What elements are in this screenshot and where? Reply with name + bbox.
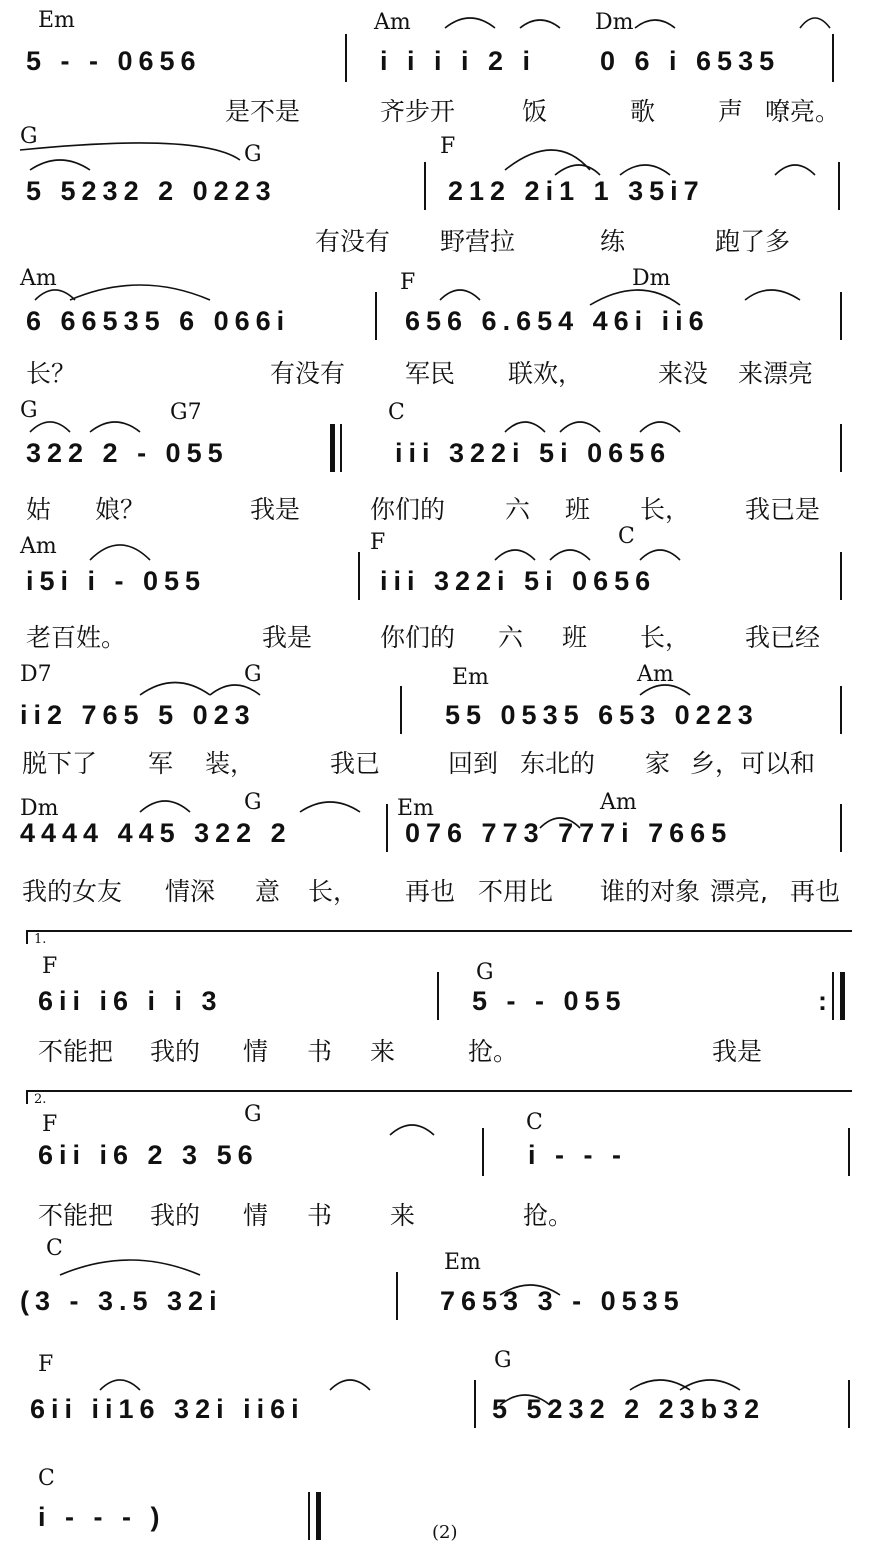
chord-g: G <box>244 790 262 815</box>
lyric: 有没有 <box>315 227 391 256</box>
notes-measure: 322 2 - 055 <box>26 438 229 468</box>
chord-f: F <box>42 1112 58 1137</box>
notes-measure: 6ii ii16 32i ii6i <box>30 1394 305 1424</box>
lyric: 不用比 <box>478 877 554 906</box>
chord-g: G <box>244 142 262 167</box>
notes-measure: 5 - - 0656 <box>26 46 202 76</box>
notes-measure: 5 - - 055 <box>472 986 627 1016</box>
chord-g7: G7 <box>170 400 202 425</box>
chord-dm: Dm <box>632 266 671 291</box>
lyric: 你们的 <box>380 623 456 652</box>
lyric: 跑了多 <box>715 227 791 256</box>
lyric: 装， <box>205 749 256 778</box>
lyric: 我已 <box>330 749 381 778</box>
chord-am: Am <box>637 662 674 687</box>
lyric: 声 <box>718 97 744 126</box>
lyric: 六 <box>498 623 524 652</box>
lyric: 我是 <box>262 623 313 652</box>
lyric: 老百姓。 <box>26 623 127 652</box>
chord-c: C <box>526 1110 543 1135</box>
chord-am: Am <box>20 534 57 559</box>
chord-c: C <box>388 400 405 425</box>
notes-measure: i i i i 2 i <box>380 46 537 76</box>
notes-measure: 5 5232 2 0223 <box>26 176 277 206</box>
lyric: 娘？ <box>95 495 146 524</box>
lyric: 齐步开 <box>380 97 456 126</box>
chord-am: Am <box>600 790 637 815</box>
chord-g: G <box>20 124 38 149</box>
notes-measure: (3 - 3.5 32i <box>20 1286 223 1316</box>
chord-f: F <box>42 954 58 979</box>
chord-em: Em <box>38 8 75 33</box>
lyric: 回到 <box>448 749 499 778</box>
lyric: 来 <box>390 1201 416 1230</box>
lyric: 有没有 <box>270 359 346 388</box>
chord-c: C <box>38 1466 55 1491</box>
chord-dm: Dm <box>20 796 59 821</box>
lyric: 谁的对象 <box>600 877 701 906</box>
lyric: 不能把 <box>38 1037 114 1066</box>
notes-measure: i - - - ) <box>38 1502 166 1532</box>
lyric: 来没 <box>658 359 709 388</box>
lyric: 抢。 <box>468 1037 519 1066</box>
lyric: 嘹亮。 <box>765 97 841 126</box>
notes-measure: 656 6.654 46i ii6 <box>405 306 710 336</box>
lyric: 军 <box>148 749 174 778</box>
notes-measure: 4444 445 322 2 <box>20 818 292 848</box>
lyric: 乡， <box>690 749 741 778</box>
notes-measure: 55 0535 653 0223 <box>445 700 759 730</box>
chord-f: F <box>400 270 416 295</box>
lyric: 饭 <box>522 97 548 126</box>
notes-measure: 212 2i1 1 35i7 <box>448 176 705 206</box>
lyric: 六 <box>505 495 531 524</box>
lyric: 抢。 <box>523 1201 574 1230</box>
lyric: 我已经 <box>745 623 821 652</box>
lyric: 你们的 <box>370 495 446 524</box>
lyric: 是不是 <box>225 97 301 126</box>
lyric: 长？ <box>26 359 77 388</box>
lyric: 意 <box>255 877 281 906</box>
lyric: 长， <box>308 877 359 906</box>
lyric: 我已是 <box>745 495 821 524</box>
notes-measure: iii 322i 5i 0656 <box>380 566 657 596</box>
lyric: 歌 <box>630 97 656 126</box>
chord-f: F <box>370 530 386 555</box>
notes-measure: 0 6 i 6535 <box>600 46 781 76</box>
lyric: 脱下了 <box>22 749 98 778</box>
chord-dm: Dm <box>595 10 634 35</box>
lyric: 班 <box>562 623 588 652</box>
notes-measure: 6ii i6 2 3 56 <box>38 1140 259 1170</box>
lyric: 来 <box>370 1037 396 1066</box>
lyric: 联欢， <box>508 359 584 388</box>
notes-measure: iii 322i 5i 0656 <box>395 438 672 468</box>
chord-f: F <box>38 1352 54 1377</box>
chord-g: G <box>244 1102 262 1127</box>
chord-em: Em <box>444 1250 481 1275</box>
notes-measure: 6ii i6 i i 3 <box>38 986 223 1016</box>
chord-em: Em <box>397 796 434 821</box>
chord-am: Am <box>20 266 57 291</box>
lyric: 书 <box>307 1201 333 1230</box>
lyric: 再也 <box>790 877 841 906</box>
notes-measure: 076 773 777i 7665 <box>405 818 733 848</box>
lyric: 情 <box>243 1037 269 1066</box>
volta-label: 2. <box>34 1092 47 1107</box>
lyric: 我的 <box>150 1201 201 1230</box>
chord-g: G <box>494 1348 512 1373</box>
notes-measure: i5i i - 055 <box>26 566 207 596</box>
lyric: 班 <box>565 495 591 524</box>
notes-measure: 6 66535 6 066i <box>26 306 291 336</box>
lyric: 情深 <box>165 877 216 906</box>
lyric: 情 <box>243 1201 269 1230</box>
lyric: 书 <box>307 1037 333 1066</box>
volta-label: 1. <box>34 932 47 947</box>
lyric: 不能把 <box>38 1201 114 1230</box>
chord-g: G <box>244 662 262 687</box>
lyric: 军民 <box>405 359 456 388</box>
lyric: 我是 <box>712 1037 763 1066</box>
repeat-end-dots: : <box>818 986 827 1016</box>
chord-c: C <box>618 524 635 549</box>
chord-em: Em <box>452 665 489 690</box>
lyric: 练 <box>600 227 626 256</box>
notes-measure: ii2 765 5 023 <box>20 700 256 730</box>
page-number: (2) <box>432 1522 458 1543</box>
chord-am: Am <box>374 10 411 35</box>
lyric: 家 <box>645 749 671 778</box>
lyric: 可以和 <box>740 749 816 778</box>
lyric: 来漂亮 <box>738 359 814 388</box>
lyric: 我的 <box>150 1037 201 1066</box>
lyric: 再也 <box>405 877 456 906</box>
lyric: 野营拉 <box>440 227 516 256</box>
notes-measure: i - - - <box>528 1140 627 1170</box>
lyric: 东北的 <box>520 749 596 778</box>
notes-measure: 7653 3 - 0535 <box>440 1286 685 1316</box>
chord-g: G <box>476 960 494 985</box>
lyric: 漂亮, <box>710 877 768 906</box>
lyric: 长， <box>640 495 691 524</box>
lyric: 我的女友 <box>22 877 123 906</box>
notes-measure: 5 5232 2 23b32 <box>492 1394 766 1424</box>
lyric: 姑 <box>26 495 52 524</box>
chord-g: G <box>20 398 38 423</box>
lyric: 长， <box>640 623 691 652</box>
chord-f: F <box>440 134 456 159</box>
lyric: 我是 <box>250 495 301 524</box>
chord-c: C <box>46 1236 63 1261</box>
chord-d7: D7 <box>20 662 52 687</box>
